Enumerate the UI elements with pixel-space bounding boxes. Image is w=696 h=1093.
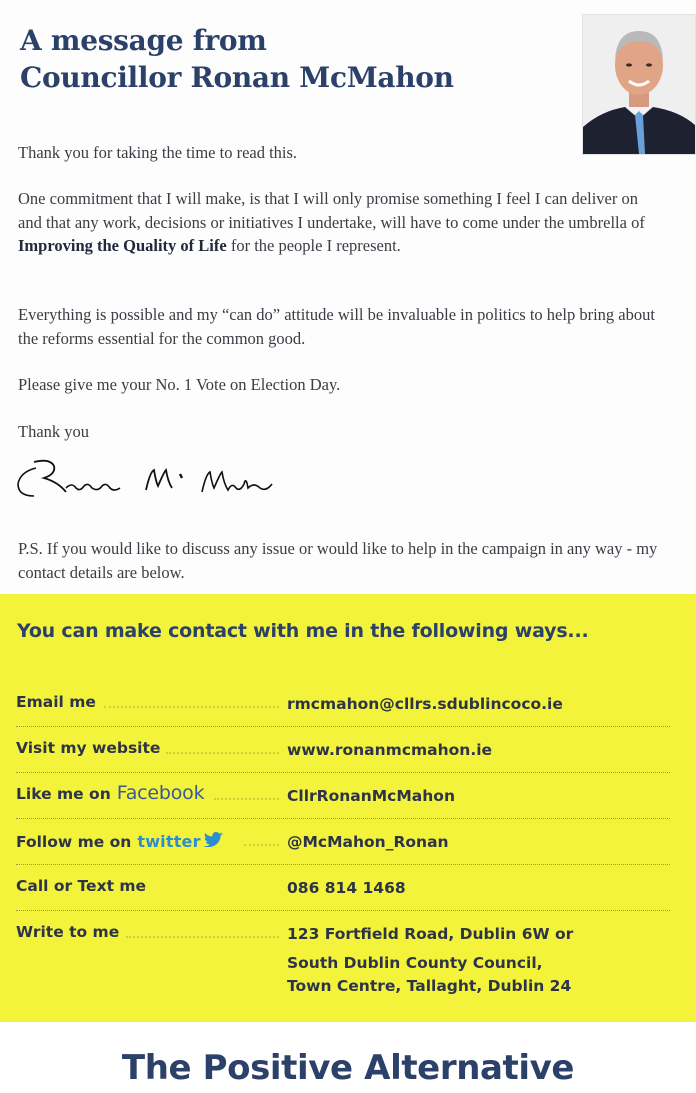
contact-row-postal xyxy=(16,910,670,1010)
email-address[interactable]: rmcmahon@cllrs.sdublincoco.ie xyxy=(287,695,563,713)
phone-label: Call or Text me xyxy=(16,877,147,895)
contact-row-email xyxy=(16,680,670,727)
twitter-label: Follow me on xyxy=(16,833,132,851)
letter-paragraph-commitment xyxy=(18,187,658,258)
handwritten-signature xyxy=(14,452,284,508)
website-link[interactable]: www.ronanmcmahon.ie xyxy=(287,741,493,759)
twitter-handle[interactable]: @McMahon_Ronan xyxy=(287,833,449,851)
postscript: P.S. If you would like to discuss any issue or would like to help in the campaign in any way - my contact details are below. xyxy=(18,539,658,582)
contact-row-twitter xyxy=(16,818,670,865)
phone-number[interactable]: 086 814 1468 xyxy=(287,879,406,897)
dotted-leader xyxy=(244,844,279,846)
contact-heading: You can make contact with me in the following ways... xyxy=(17,620,589,642)
twitter-bird-icon xyxy=(203,831,225,847)
facebook-label-group xyxy=(16,782,204,804)
dotted-leader xyxy=(214,798,279,800)
dotted-leader xyxy=(104,706,279,708)
contact-row-phone xyxy=(16,864,670,911)
title-line-2: Councillor Ronan McMahon xyxy=(20,61,454,94)
councillor-portrait-photo xyxy=(582,14,696,155)
facebook-handle[interactable]: CllrRonanMcMahon xyxy=(287,787,455,805)
twitter-label-group xyxy=(16,831,225,851)
postal-label: Write to me xyxy=(16,923,120,941)
facebook-logo: Facebook xyxy=(116,782,205,804)
address-line-2: South Dublin County Council, xyxy=(287,954,543,972)
contact-panel xyxy=(0,594,696,1022)
website-label: Visit my website xyxy=(16,739,161,757)
commitment-text-end: for the people I represent. xyxy=(226,236,401,255)
dotted-leader xyxy=(126,936,279,938)
letter-paragraph-attitude: Everything is possible and my “can do” attitude will be invaluable in politics to help bring about the reforms essential for the common good. xyxy=(18,305,655,348)
letter-sign-off: Thank you xyxy=(18,422,90,441)
commitment-highlight: Improving the Quality of Life xyxy=(18,236,227,255)
email-label: Email me xyxy=(16,693,96,711)
facebook-label: Like me on xyxy=(16,785,111,803)
title-line-1: A message from xyxy=(20,24,267,57)
page-title xyxy=(20,22,454,96)
dotted-leader xyxy=(166,752,279,754)
postal-address xyxy=(287,923,573,998)
address-line-1: 123 Fortfield Road, Dublin 6W or xyxy=(287,925,574,943)
contact-row-website xyxy=(16,726,670,773)
contact-row-facebook xyxy=(16,772,670,819)
twitter-logo: twitter xyxy=(137,832,201,851)
letter-paragraph-vote: Please give me your No. 1 Vote on Election Day. xyxy=(18,375,341,394)
campaign-tagline: The Positive Alternative xyxy=(121,1048,575,1088)
address-line-3: Town Centre, Tallaght, Dublin 24 xyxy=(287,977,572,995)
letter-paragraph-greeting: Thank you for taking the time to read this. xyxy=(18,143,298,162)
commitment-text-start: One commitment that I will make, is that I will only promise something I feel I can deliver on and that any work, decisions or initiatives I undertake, will have to come under the umbrella of xyxy=(18,189,645,232)
